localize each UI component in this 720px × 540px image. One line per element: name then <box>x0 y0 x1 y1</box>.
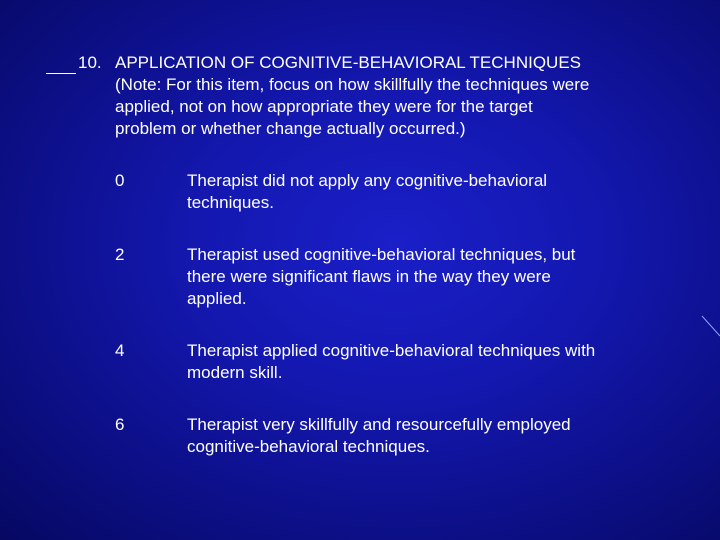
item-note-line: problem or whether change actually occurred.) <box>115 119 466 138</box>
rating-description-line: cognitive-behavioral techniques. <box>187 437 430 456</box>
rating-description <box>187 170 675 214</box>
rating-description-line: techniques. <box>187 193 274 212</box>
rating-description-line: applied. <box>187 289 247 308</box>
score-blank-line <box>46 73 76 74</box>
rating-description-line: Therapist very skillfully and resourcefully employed <box>187 415 571 434</box>
rating-description <box>187 340 675 384</box>
rating-score: 0 <box>115 171 125 190</box>
item-number: 10. <box>78 53 102 72</box>
rating-score: 4 <box>115 341 125 360</box>
item-note-line: (Note: For this item, focus on how skillfully the techniques were <box>115 75 590 94</box>
rating-description-line: there were significant flaws in the way they were <box>187 267 551 286</box>
rating-description <box>187 244 675 310</box>
rating-score: 2 <box>115 245 125 264</box>
rating-description <box>187 414 675 458</box>
decorative-line <box>700 310 720 340</box>
rating-description-line: modern skill. <box>187 363 283 382</box>
item-title-line: APPLICATION OF COGNITIVE-BEHAVIORAL TECHNIQUES <box>115 53 582 72</box>
rating-score: 6 <box>115 415 125 434</box>
item-note-line: applied, not on how appropriate they were for the target <box>115 97 533 116</box>
rating-description-line: Therapist did not apply any cognitive-behavioral <box>187 171 548 190</box>
rating-description-line: Therapist used cognitive-behavioral techniques, but <box>187 245 576 264</box>
rating-description-line: Therapist applied cognitive-behavioral techniques with <box>187 341 596 360</box>
item-title <box>115 52 690 140</box>
